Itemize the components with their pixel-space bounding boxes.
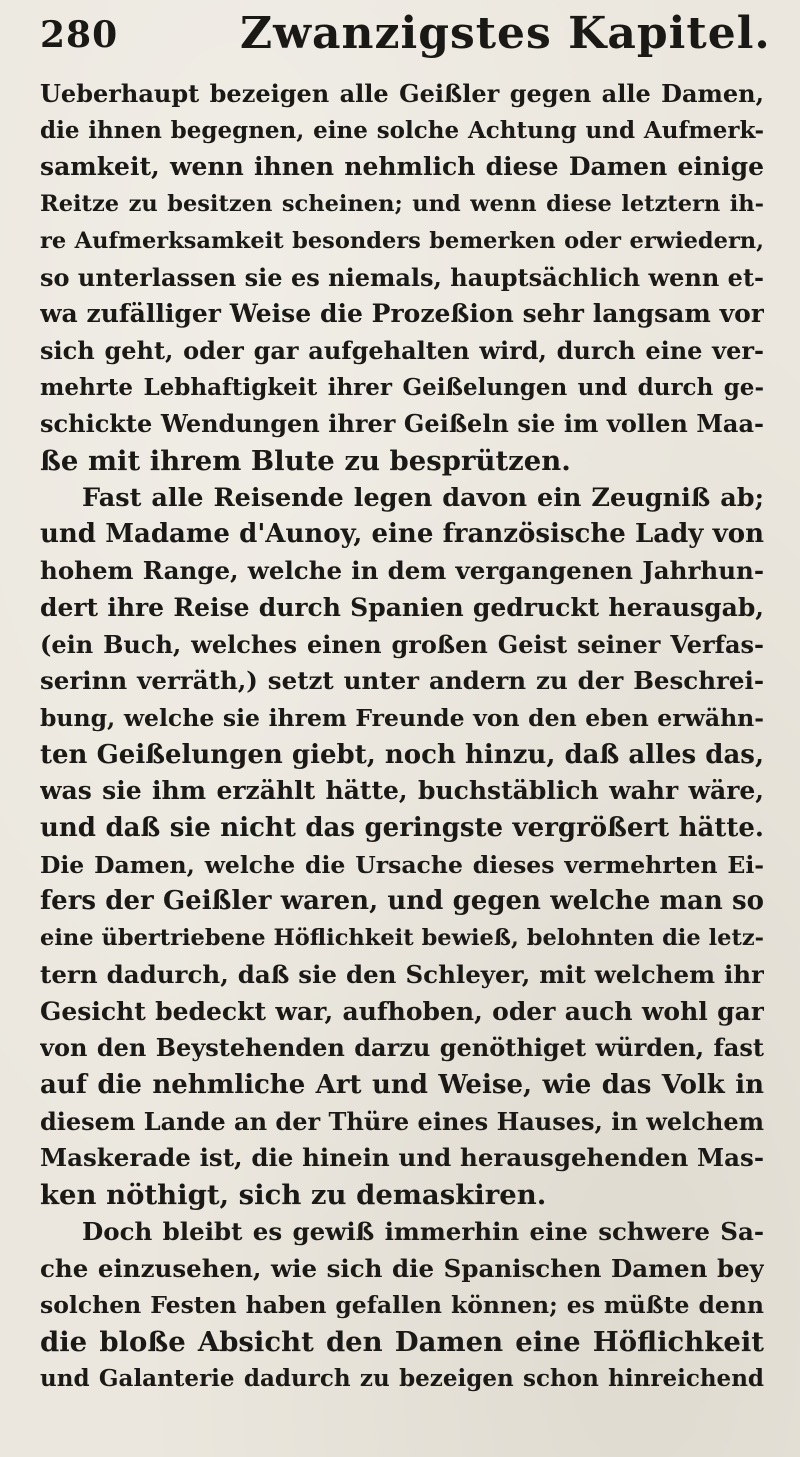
text-line: so unterlassen sie es niemals, hauptsächlich wenn et-	[40, 262, 764, 292]
page-number: 280	[40, 14, 119, 56]
text-line: samkeit, wenn ihnen nehmlich diese Damen einige	[40, 152, 764, 182]
running-title: Zwanzigstes Kapitel.	[240, 8, 771, 59]
text-line: schickte Wendungen ihrer Geißeln sie im vollen Maa-	[40, 409, 764, 439]
text-line: was sie ihm erzählt hätte, buchstäblich wahr wäre,	[40, 776, 764, 806]
text-line: diesem Lande an der Thüre eines Hauses, in welchem	[40, 1106, 764, 1136]
paragraph-3	[40, 1214, 764, 1398]
text-line: ße mit ihrem Blute zu besprützen.	[40, 445, 571, 478]
text-line: Die Damen, welche die Ursache dieses vermehrten Ei-	[40, 850, 764, 879]
text-line: die ihnen begegnen, eine solche Achtung und Aufmerk-	[40, 116, 764, 144]
paragraph-1	[40, 76, 764, 480]
text-line: sich geht, oder gar aufgehalten wird, durch eine ver-	[40, 335, 764, 365]
text-line: die bloße Absicht den Damen eine Höflichkeit	[40, 1325, 764, 1358]
text-line: und Madame d'Aunoy, eine französische Lady von	[40, 519, 764, 550]
text-line: Reitze zu besitzen scheinen; und wenn diese letztern ih-	[40, 191, 764, 218]
text-line: Gesicht bedeckt war, aufhoben, oder auch wohl gar	[40, 996, 764, 1026]
text-line: che einzusehen, wie sich die Spanischen Damen bey	[40, 1253, 764, 1283]
text-line: hohem Range, welche in dem vergangenen Jahrhun-	[40, 556, 764, 586]
text-line: auf die nehmliche Art und Weise, wie das Volk in	[40, 1069, 764, 1100]
text-line: ken nöthigt, sich zu demaskiren.	[40, 1179, 547, 1212]
text-line: Ueberhaupt bezeigen alle Geißler gegen alle Damen,	[40, 79, 764, 108]
text-line: dert ihre Reise durch Spanien gedruckt herausgab,	[40, 592, 764, 622]
text-line: re Aufmerksamkeit besonders bemerken oder erwiedern,	[40, 227, 764, 254]
text-line: fers der Geißler waren, und gegen welche man so	[40, 886, 764, 917]
text-line: von den Beystehenden darzu genöthiget würden, fast	[40, 1033, 764, 1063]
body-text	[40, 76, 764, 1397]
text-line: (ein Buch, welches einen großen Geist seiner Verfas-	[40, 629, 764, 659]
text-line: Fast alle Reisende legen davon ein Zeugniß ab;	[82, 482, 764, 513]
page-header	[40, 8, 780, 70]
text-line: mehrte Lebhaftigkeit ihrer Geißelungen und durch ge-	[40, 373, 764, 401]
text-line: und Galanterie dadurch zu bezeigen schon hinreichend	[40, 1364, 764, 1392]
text-line: solchen Festen haben gefallen können; es müßte denn	[40, 1291, 764, 1320]
text-line: ten Geißelungen giebt, noch hinzu, daß alles das,	[40, 739, 764, 770]
text-line: Maskerade ist, die hinein und herausgehenden Mas-	[40, 1143, 764, 1173]
text-line: eine übertriebene Höflichkeit bewieß, belohnten die letz-	[40, 925, 764, 952]
paragraph-2	[40, 480, 764, 1214]
text-line: bung, welche sie ihrem Freunde von den eben erwähn-	[40, 703, 764, 732]
text-line: und daß sie nicht das geringste vergrößert hätte.	[40, 813, 764, 844]
text-line: Doch bleibt es gewiß immerhin eine schwere Sa-	[82, 1216, 764, 1246]
text-line: tern dadurch, daß sie den Schleyer, mit welchem ihr	[40, 959, 764, 989]
text-line: wa zufälliger Weise die Prozeßion sehr langsam vor	[40, 299, 764, 329]
text-line: serinn verräth,) setzt unter andern zu der Beschrei-	[40, 666, 764, 696]
